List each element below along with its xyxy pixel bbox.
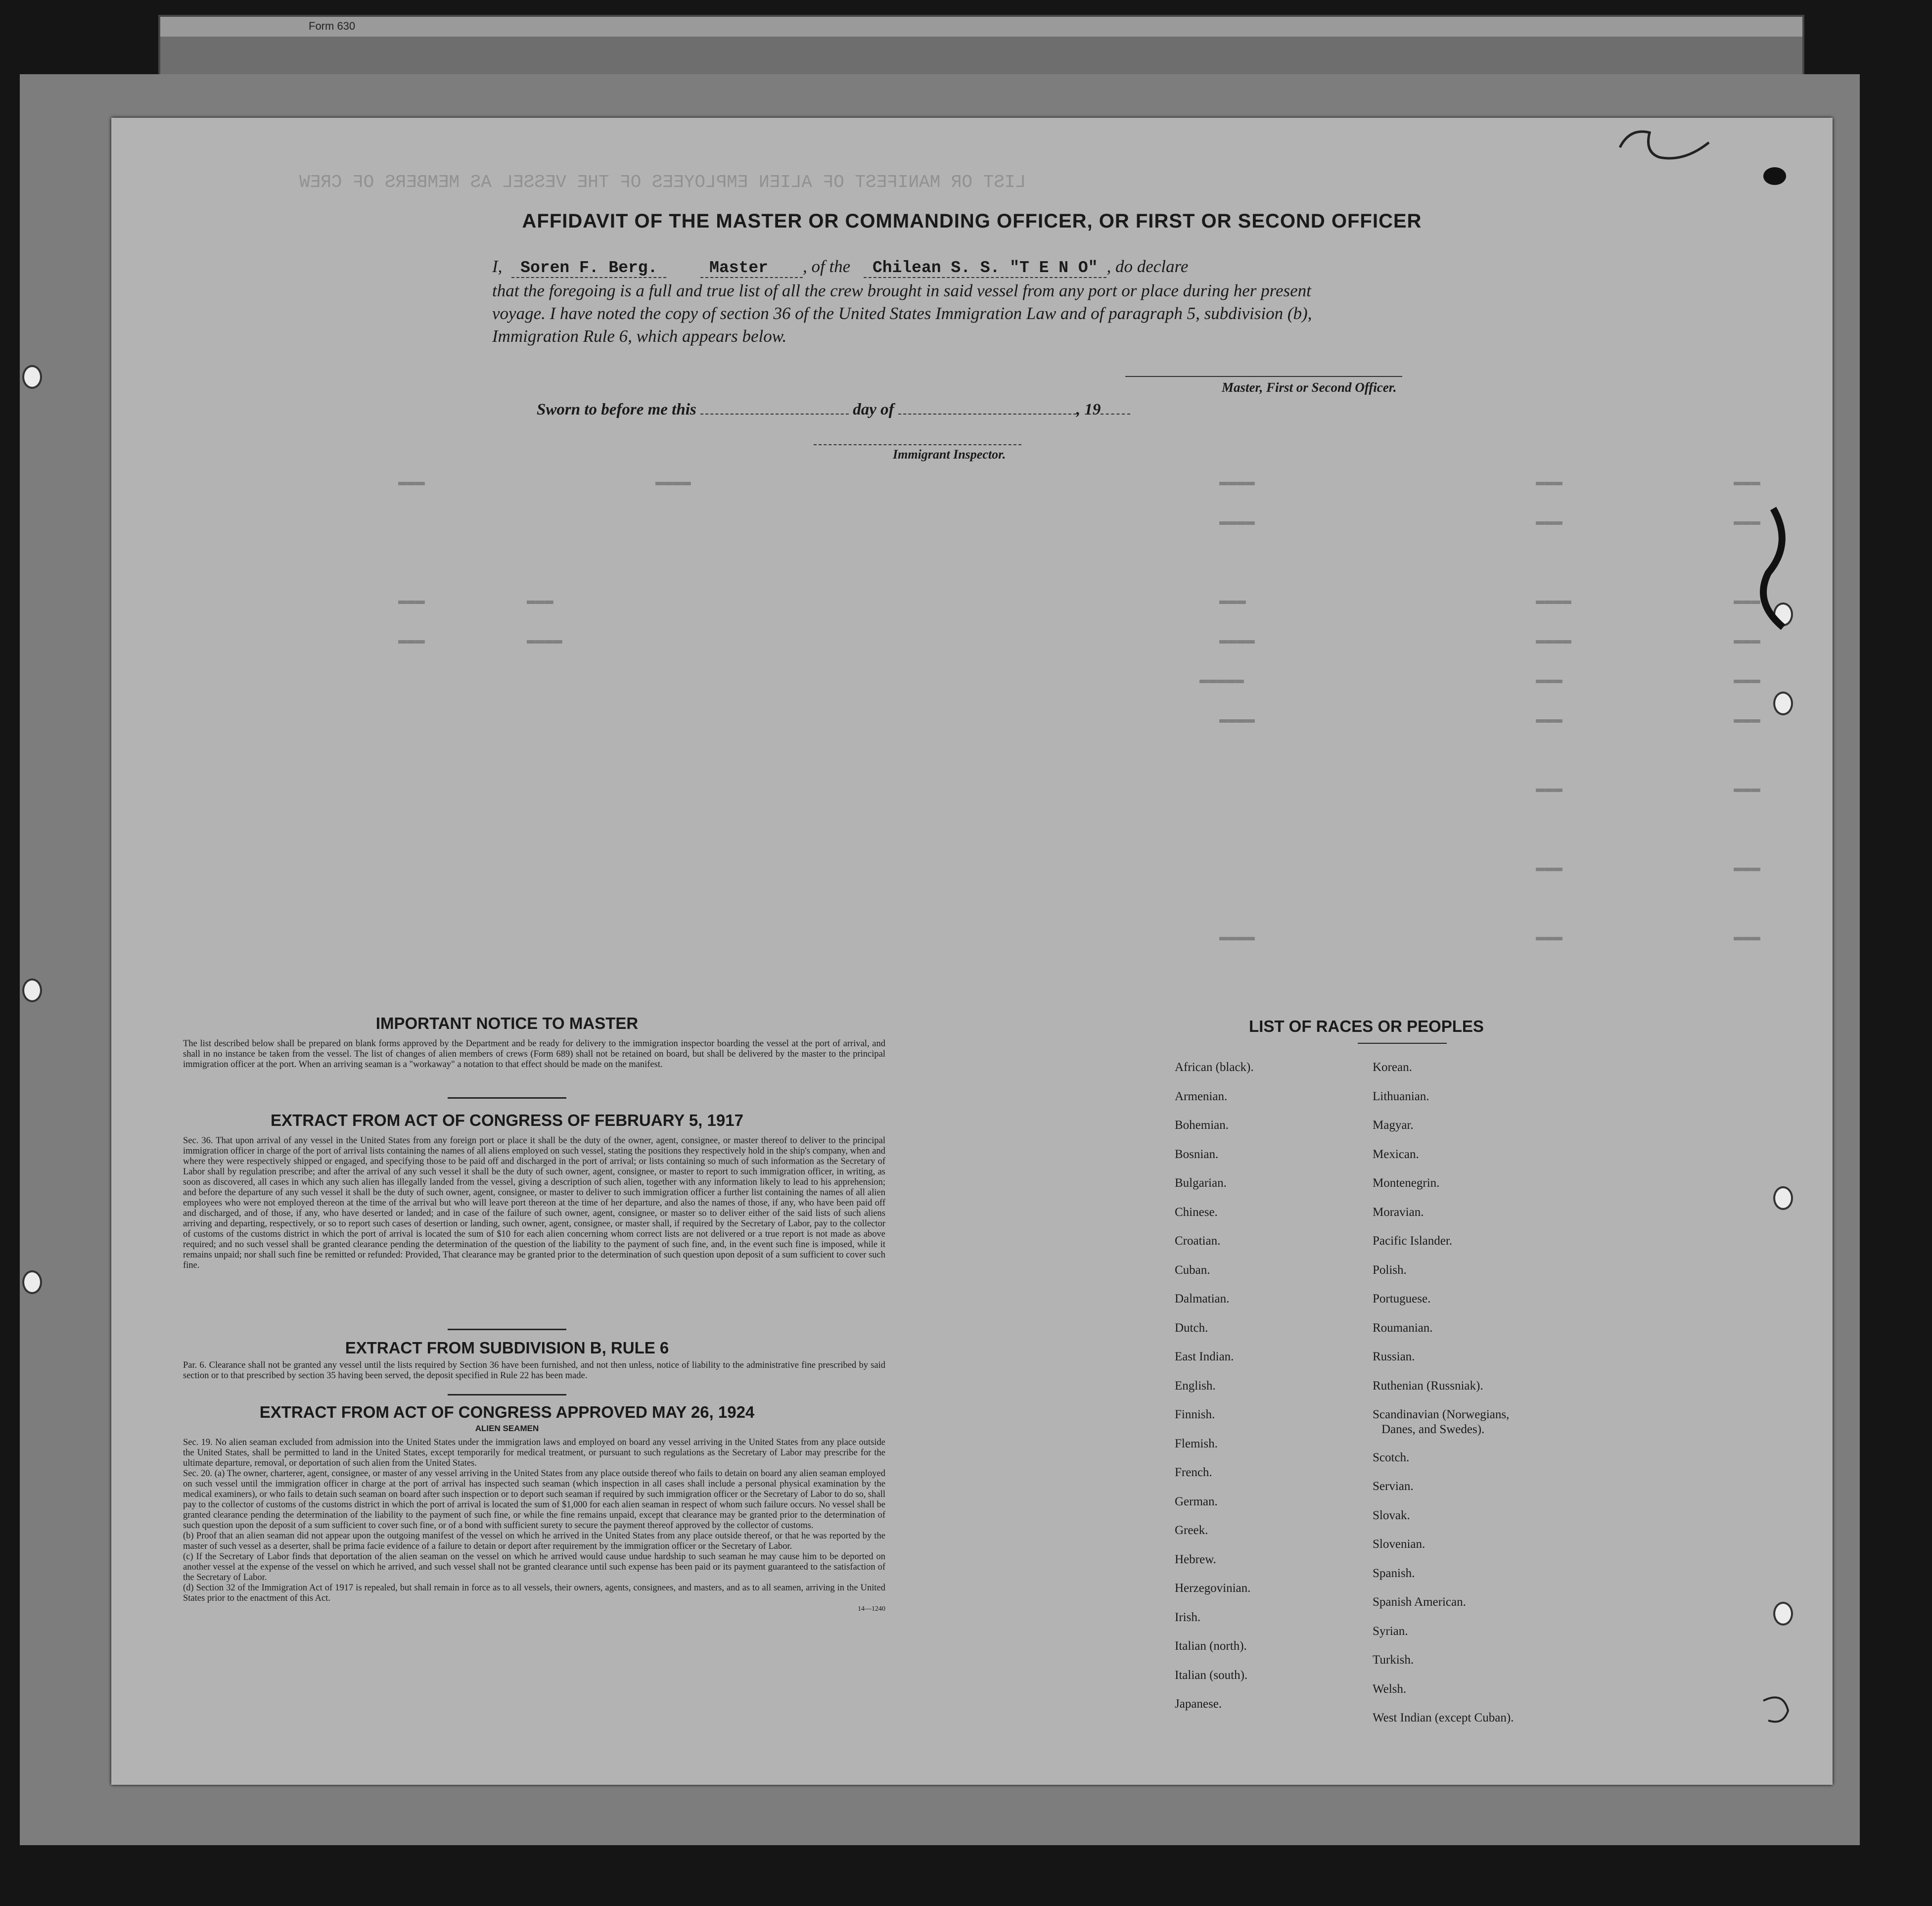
inspector-signature-line <box>814 444 1021 445</box>
race-item: Turkish. <box>1373 1653 1414 1667</box>
extract-rule6-text: Par. 6. Clearance shall not be granted any vessel until the lists required by Section 36 have been furnished, and not then unless, notice of liability to the administrative fine prescribed by said section or to that prescribed by section 35 having been served, the deposit specified in Rule 22 has been made. <box>183 1360 885 1381</box>
race-item: German. <box>1175 1494 1218 1508</box>
race-item: Irish. <box>1175 1610 1201 1624</box>
race-item: Finnish. <box>1175 1408 1215 1421</box>
bleed-through-row: ▬▬▬ ▬▬▬ ▬▬▬ ▬▬▬▬ ▬▬▬ <box>398 593 1761 609</box>
race-item: West Indian (except Cuban). <box>1373 1711 1514 1724</box>
officer-rank-field: Master <box>700 259 803 278</box>
race-item: Cuban. <box>1175 1263 1210 1277</box>
bleed-through-row: ▬▬▬▬ ▬▬▬ ▬▬▬ <box>1219 711 1761 728</box>
race-item: Portuguese. <box>1373 1292 1431 1305</box>
extract-1917-text: Sec. 36. That upon arrival of any vessel in the United States from any foreign port or place it shall be the duty of the owner, agent, consignee, or master thereof to deliver to the principal immigration officer in charge of the port of arrival lists containing the names of all aliens employed on such vessel, stating the positions they respectively hold in the ship's company, when and where they were respectively shipped or engaged, and specifying those to be paid off and discharged in the port of arrival; or lists containing so much of such information as the Secretary of Labor shall by regulation prescribe; and after the arrival of any such vessel it shall be the duty of such owner, agent, consignee, or master to report to such immigration officer, in writing, as soon as discovered, all cases in which any such alien has illegally landed from the vessel, giving a description of such alien, together with any information likely to lead to his apprehension; and before the departure of any such vessel it shall be the duty of such owner, agent, consignee, or master to deliver to such immigration officer a further list containing the names of all alien employees who were not employed thereon at the time of the arrival but who will leave port thereon at the time of her departure, and also the names of those, if any, who have been paid off and discharged, and of those, if any, who have deserted or landed; and in case of the failure of such owner, agent, consignee, or master so to deliver either of the said lists of such aliens arriving and departing, respectively, or so to report such cases of desertion or landing, such owner, agent, consignee, or master shall, if required by the Secretary of Labor, pay to the collector of customs of the customs district in which the port of arrival is located the sum of $10 for each alien concerning whom correct lists are not delivered or a true report is not made as above required; and no such vessel shall be granted clearance pending the determination of the question of the liability to the payment of such fine, and, in the event such fine is imposed, while it remains unpaid; nor shall such fine be remitted or refunded: Provided, That clearance may be granted prior to the determination of such question upon deposit of a sum sufficient to cover such fine. <box>183 1136 885 1270</box>
bleed-through-row: ▬▬▬ ▬▬▬▬ ▬▬▬▬ ▬▬▬ ▬▬▬ <box>398 474 1761 491</box>
section-20a-text: Sec. 20. (a) The owner, charterer, agent, consignee, or master of any vessel arriving in the United States from any place outside thereof who fails to detain on board any alien seaman employed on such vessel until the immigration officer in charge at the port of arrival has inspected such seaman (which inspection in all cases shall include a personal physical examination by the medical examiners), or who fails to detain such seaman on board after such inspection or to deport such seaman if required by such immigration officer or the Secretary of Labor to do so, shall pay to the collector of customs of the customs district in which the port of arrival is located the sum of $1,000 for each alien seaman in respect of whom such failure occurs. No vessel shall be granted clearance pending the determination of the liability to the payment of such fine, or while the fine remains unpaid, except that clearance may be granted prior to the determination of such question upon the deposit of a sum sufficient to cover such fine, or of a bond with sufficient surety to secure the payment thereof approved by the collector of customs. <box>183 1469 885 1531</box>
race-item: Armenian. <box>1175 1089 1228 1103</box>
sworn-text: Sworn to before me this <box>537 401 696 418</box>
race-item: Bohemian. <box>1175 1118 1229 1132</box>
handwritten-mark-bottom-right <box>1753 1691 1803 1730</box>
handwritten-mark-right <box>1744 504 1803 632</box>
affidavit-title: AFFIDAVIT OF THE MASTER OR COMMANDING OFFICER, OR FIRST OR SECOND OFFICER <box>522 210 1422 232</box>
extract-1924-heading: EXTRACT FROM ACT OF CONGRESS APPROVED MAY 26, 1924 <box>259 1403 755 1421</box>
bleed-through-row: ▬▬▬▬ ▬▬▬ ▬▬▬ <box>1219 929 1761 946</box>
divider-rule <box>448 1329 566 1330</box>
section-20b-text: (b) Proof that an alien seaman did not appear upon the outgoing manifest of the vessel on which he arrived in the United States from any place outside thereof, or that he was reported by the master of such vessel as a deserter, shall be prima facie evidence of a failure to detain or deport after requirement by the immigration officer or the Secretary of Labor. <box>183 1531 885 1551</box>
declaration-line-1 <box>492 255 1570 279</box>
race-item: Bulgarian. <box>1175 1176 1227 1190</box>
vessel-name-field: Chilean S. S. "T E N O" <box>864 259 1106 278</box>
bleed-through-row: ▬▬▬▬ ▬▬▬ ▬▬▬ <box>1219 513 1761 530</box>
race-item: Servian. <box>1373 1480 1414 1493</box>
inspector-caption: Immigrant Inspector. <box>893 447 1006 462</box>
section-20c-text: (c) If the Secretary of Labor finds that deportation of the alien seaman on the vessel on which he arrived would cause undue hardship to such seaman he may cause him to be deported on another vessel at the expense of the vessel on which he arrived, and such vessel shall not be granted clearance until such expense has been paid or its payment guaranteed to the satisfaction of the Secretary of Labor. <box>183 1552 885 1582</box>
declaration-line-3: voyage. I have noted the copy of section 36 of the United States Immigration Law and of paragraph 5, subdivision (b), <box>492 304 1312 323</box>
declaration-line-4: Immigration Rule 6, which appears below. <box>492 326 787 346</box>
bleed-through-row: ▬▬▬ ▬▬▬ <box>1536 860 1761 877</box>
punch-hole <box>1773 1186 1793 1210</box>
sworn-line <box>537 401 1130 419</box>
race-item: Lithuanian. <box>1373 1089 1429 1103</box>
race-item: English. <box>1175 1379 1216 1393</box>
signature-caption: Master, First or Second Officer. <box>1222 380 1397 395</box>
race-item: Greek. <box>1175 1524 1208 1537</box>
print-code: 14—1240 <box>858 1605 885 1613</box>
race-item: Korean. <box>1373 1061 1412 1074</box>
race-item: Montenegrin. <box>1373 1176 1440 1190</box>
race-item: Dutch. <box>1175 1321 1208 1335</box>
race-item: Welsh. <box>1373 1682 1407 1696</box>
race-item: Italian (south). <box>1175 1668 1248 1682</box>
race-item: Flemish. <box>1175 1437 1218 1450</box>
race-item: Slovak. <box>1373 1508 1410 1522</box>
bleed-through-header: LIST OR MANIFEST OF ALIEN EMPLOYEES OF THE VESSEL AS MEMBERS OF CREW <box>299 172 1026 192</box>
race-item: Spanish American. <box>1373 1595 1466 1609</box>
sworn-month-blank <box>898 414 1076 415</box>
race-item: Russian. <box>1373 1350 1415 1363</box>
race-item: Slovenian. <box>1373 1537 1426 1551</box>
punch-hole <box>22 1270 42 1294</box>
extract-1924-text <box>183 1438 885 1614</box>
punch-hole <box>22 978 42 1002</box>
declaration-intro: I, <box>492 257 503 276</box>
race-item: Spanish. <box>1373 1566 1415 1580</box>
race-item: Croatian. <box>1175 1234 1221 1248</box>
handwritten-mark-top-right <box>1610 123 1719 177</box>
race-item: Magyar. <box>1373 1118 1414 1132</box>
race-item: Japanese. <box>1175 1697 1222 1711</box>
punch-hole <box>1773 692 1793 715</box>
race-item: Pacific Islander. <box>1373 1234 1453 1248</box>
race-item: Moravian. <box>1373 1205 1424 1219</box>
section-19-text: Sec. 19. No alien seaman excluded from admission into the United States under the immigration laws and employed on board any vessel arriving in the United States from any place outside the United States, shall be permitted to land in the United States, except temporarily for medical treatment, or pursuant to such regulations as the Secretary of Labor may prescribe for the ultimate departure, removal, or deportation of such alien from the United States. <box>183 1438 885 1468</box>
section-20d-text: (d) Section 32 of the Immigration Act of 1917 is repealed, but shall remain in force as to all vessels, their owners, agents, consignees, and masters, and as to all seamen, arriving in the United States prior to the enactment of this Act. <box>183 1583 885 1603</box>
race-item: Scotch. <box>1373 1450 1410 1464</box>
race-item: French. <box>1175 1466 1212 1479</box>
race-item: East Indian. <box>1175 1350 1234 1363</box>
sworn-day-blank <box>700 414 849 415</box>
alien-seamen-subheading: ALIEN SEAMEN <box>475 1424 539 1433</box>
divider-rule <box>448 1394 566 1395</box>
race-item: Ruthenian (Russniak). <box>1373 1379 1483 1393</box>
races-title-rule <box>1358 1043 1447 1044</box>
bleed-through-row: ▬▬▬▬▬ ▬▬▬ ▬▬▬ <box>1199 672 1761 689</box>
year-prefix-text: , 19 <box>1076 401 1101 418</box>
race-item: Bosnian. <box>1175 1147 1219 1161</box>
race-item: Mexican. <box>1373 1147 1419 1161</box>
bleed-through-row: ▬▬▬ ▬▬▬▬ ▬▬▬▬ ▬▬▬▬ ▬▬▬ <box>398 632 1761 649</box>
form-number: Form 630 <box>309 20 356 32</box>
punch-hole <box>22 365 42 389</box>
extract-1917-heading: EXTRACT FROM ACT OF CONGRESS OF FEBRUARY 5, 1917 <box>271 1111 743 1129</box>
race-item: Hebrew. <box>1175 1552 1216 1566</box>
important-notice-text: The list described below shall be prepared on blank forms approved by the Department and be ready for delivery to the immigration inspector boarding the vessel at the port of arrival, and shall in no instance be taken from the vessel. The list of changes of alien members of crews (Form 689) shall not be retained on board, but shall be delivered by the master to the principal immigration officer at the port. When an arriving seaman is a "workaway" a notation to that effect should be made on the manifest. <box>183 1039 885 1069</box>
race-item: Scandinavian (Norwegians, <box>1373 1408 1510 1421</box>
bleed-through-row: ▬▬▬ ▬▬▬ <box>1536 781 1761 797</box>
affidavit-declaration <box>492 255 1570 348</box>
sworn-year-blank <box>1101 414 1130 415</box>
race-item: Danes, and Swedes). <box>1381 1423 1485 1436</box>
race-item: African (black). <box>1175 1061 1254 1074</box>
extract-rule6-heading: EXTRACT FROM SUBDIVISION B, RULE 6 <box>345 1339 669 1357</box>
races-list-title: LIST OF RACES OR PEOPLES <box>1249 1017 1484 1035</box>
underlying-sheet-edge <box>160 17 1802 37</box>
day-of-text: day of <box>853 401 894 418</box>
divider-rule <box>448 1097 566 1099</box>
of-the-text: , of the <box>802 257 851 276</box>
do-declare-text: , do declare <box>1106 257 1189 276</box>
important-notice-heading: IMPORTANT NOTICE TO MASTER <box>375 1014 639 1032</box>
race-item: Herzegovinian. <box>1175 1581 1251 1595</box>
race-item: Polish. <box>1373 1263 1407 1277</box>
affidavit-page <box>111 118 1833 1785</box>
race-item: Dalmatian. <box>1175 1292 1230 1305</box>
race-item: Syrian. <box>1373 1624 1408 1638</box>
race-item: Italian (north). <box>1175 1639 1247 1653</box>
punch-hole <box>1763 167 1786 185</box>
declaration-line-2: that the foregoing is a full and true list of all the crew brought in said vessel from any port or place during her present <box>492 281 1311 300</box>
punch-hole <box>1773 1602 1793 1626</box>
signature-line <box>1125 376 1402 377</box>
race-item: Chinese. <box>1175 1205 1218 1219</box>
officer-name-field: Soren F. Berg. <box>511 259 666 278</box>
race-item: Roumanian. <box>1373 1321 1433 1335</box>
